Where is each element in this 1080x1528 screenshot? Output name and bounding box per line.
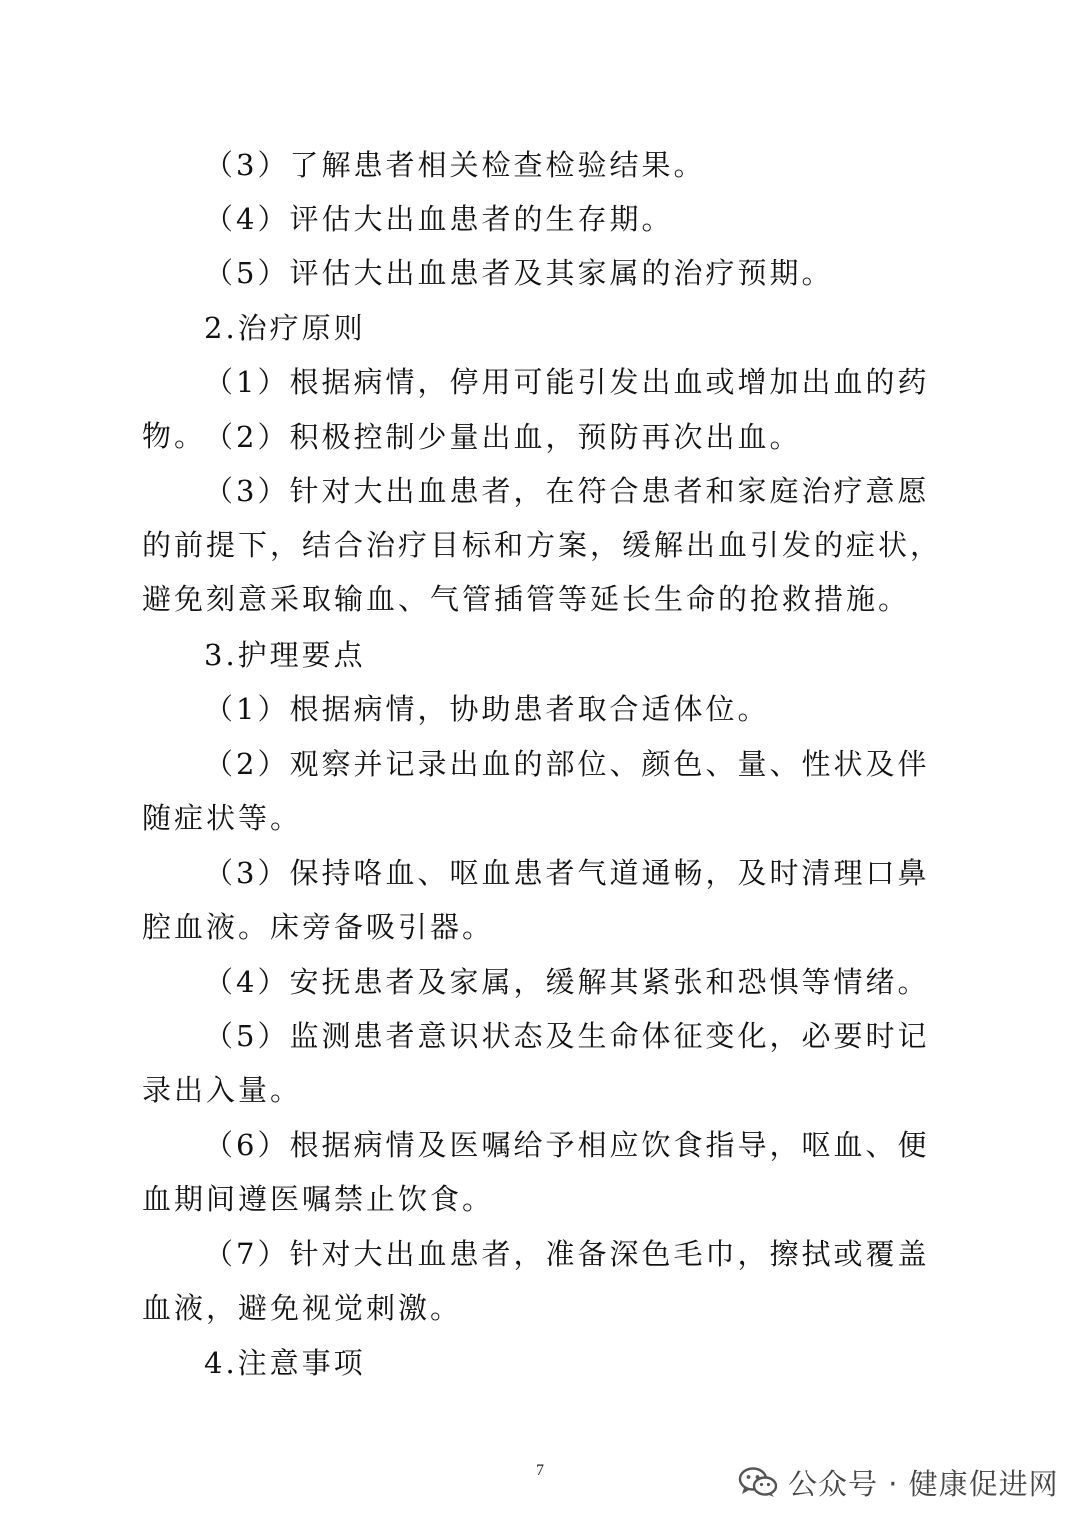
watermark — [738, 1462, 1059, 1502]
paragraph-15: （7）针对大出血患者，准备深色毛巾，擦拭或覆盖血液，避免视觉刺激。 — [142, 1237, 930, 1325]
section-heading-nursing: 3.护理要点 — [204, 638, 366, 672]
paragraph-14: （6）根据病情及医嘱给予相应饮食指导，呕血、便血期间遵医嘱禁止饮食。 — [142, 1128, 930, 1216]
paragraph-5: （1）根据病情，停用可能引发出血或增加出血的药物。 — [142, 365, 930, 453]
paragraph-3: （5）评估大出血患者及其家属的治疗预期。 — [204, 256, 834, 290]
page-number: 7 — [536, 1462, 544, 1479]
paragraph-1: （3）了解患者相关检查检验结果。 — [204, 148, 706, 182]
section-heading-treatment: 2.治疗原则 — [204, 311, 366, 345]
section-heading-notes: 4.注意事项 — [204, 1346, 366, 1380]
paragraph-10: （2）观察并记录出血的部位、颜色、量、性状及伴随症状等。 — [142, 747, 930, 835]
paragraph-2: （4）评估大出血患者的生存期。 — [204, 202, 674, 236]
paragraph-13: （5）监测患者意识状态及生命体征变化，必要时记录出入量。 — [142, 1019, 930, 1107]
paragraph-11: （3）保持咯血、呕血患者气道通畅，及时清理口鼻腔血液。床旁备吸引器。 — [142, 856, 930, 944]
paragraph-7: （3）针对大出血患者，在符合患者和家庭治疗意愿的前提下，结合治疗目标和方案，缓解出血引发的症状，避免刻意采取输血、气管插管等延长生命的抢救措施。 — [142, 474, 943, 616]
watermark-text: 公众号 · 健康促进网 — [788, 1466, 1059, 1501]
paragraph-12: （4）安抚患者及家属，缓解其紧张和恐惧等情绪。 — [204, 965, 930, 999]
paragraph-6: （2）积极控制少量出血，预防再次出血。 — [204, 420, 802, 454]
wechat-icon — [738, 1466, 778, 1498]
paragraph-9: （1）根据病情，协助患者取合适体位。 — [204, 692, 770, 726]
